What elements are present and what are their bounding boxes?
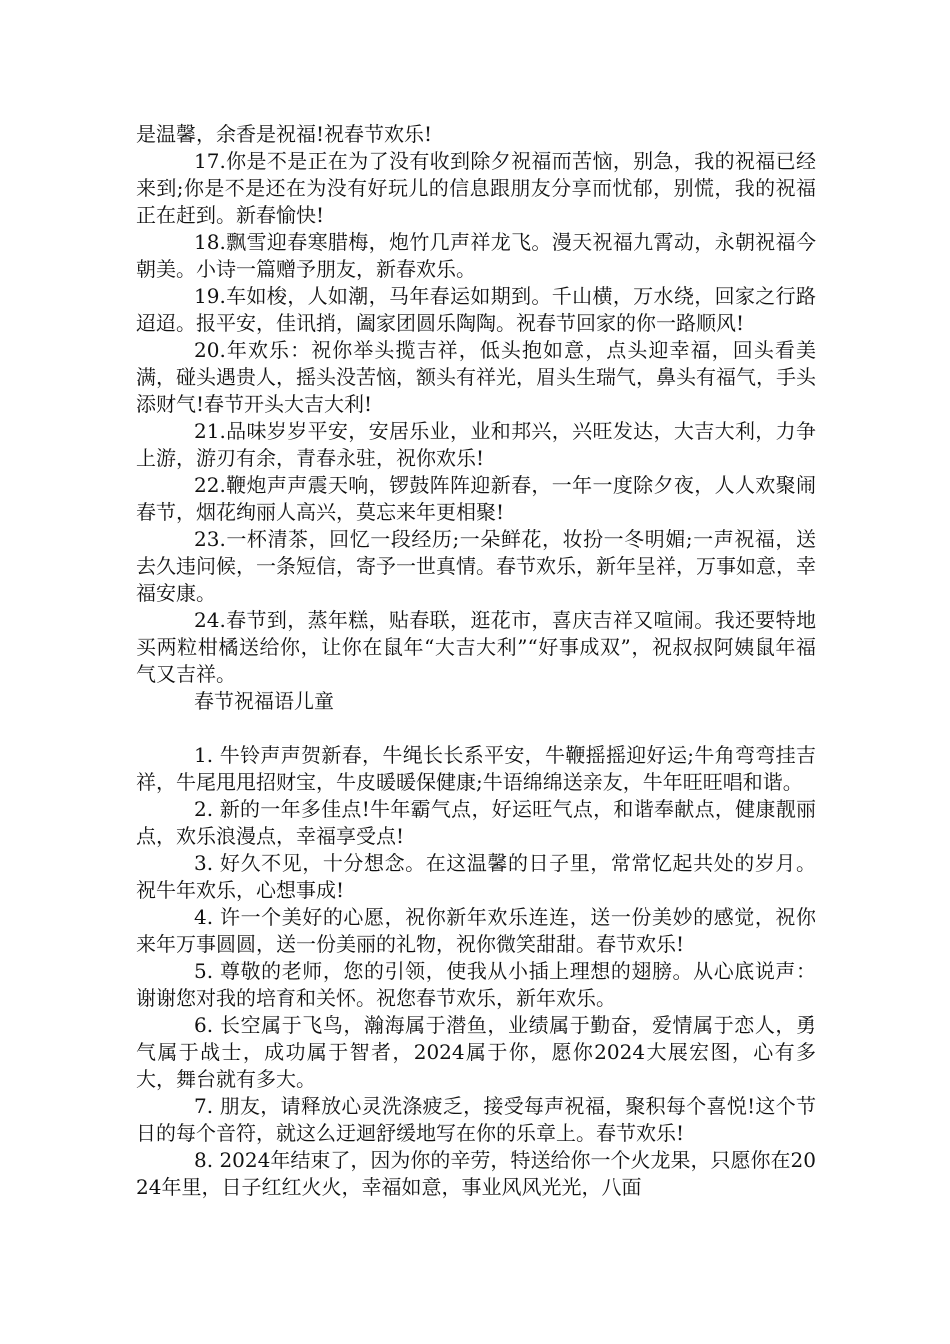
section-heading: 春节祝福语儿童 [194, 689, 334, 713]
paragraph-20: 20.年欢乐：祝你举头揽吉祥，低头抱如意，点头迎幸福，回头看美满，碰头遇贵人，摇头没苦恼，额头有祥光，眉头生瑞气，鼻头有福气，手头添财气!春节开头大吉大利! [136, 338, 816, 416]
paragraph-23: 23.一杯清茶，回忆一段经历;一朵鲜花，妆扮一冬明媚;一声祝福，送去久违问候，一条短信，寄予一世真情。春节欢乐，新年呈祥，万事如意，幸福安康。 [136, 527, 816, 605]
child-greeting-8: 8. 2024年结束了，因为你的辛劳，特送给你一个火龙果，只愿你在2024年里，日子红红火火，幸福如意，事业风风光光，八面 [136, 1148, 816, 1199]
blank-line [136, 715, 816, 742]
paragraph-19: 19.车如梭，人如潮，马年春运如期到。千山横，万水绕，回家之行路迢迢。报平安，佳讯捎，阖家团圆乐陶陶。祝春节回家的你一路顺风! [136, 284, 816, 335]
child-greeting-1: 1. 牛铃声声贺新春，牛绳长长系平安，牛鞭摇摇迎好运;牛角弯弯挂吉祥，牛尾甩甩招财宝，牛皮暖暖保健康;牛语绵绵送亲友，牛年旺旺唱和谐。 [136, 743, 816, 794]
paragraph-continuation: 是温馨，余香是祝福!祝春节欢乐! [136, 122, 433, 146]
paragraph-17: 17.你是不是正在为了没有收到除夕祝福而苦恼，别急，我的祝福已经来到;你是不是还在为没有好玩儿的信息跟朋友分享而忧郁，别慌，我的祝福正在赶到。新春愉快! [136, 149, 816, 227]
paragraph-24: 24.春节到，蒸年糕，贴春联，逛花市，喜庆吉祥又喧闹。我还要特地买两粒柑橘送给你，让你在鼠年“大吉大利”“好事成双”，祝叔叔阿姨鼠年福气又吉祥。 [136, 608, 816, 686]
child-greeting-2: 2. 新的一年多佳点!牛年霸气点，好运旺气点，和谐奉献点，健康靓丽点，欢乐浪漫点，幸福享受点! [136, 797, 816, 848]
child-greeting-3: 3. 好久不见，十分想念。在这温馨的日子里，常常忆起共处的岁月。祝牛年欢乐，心想事成! [136, 851, 816, 902]
child-greeting-7: 7. 朋友，请释放心灵洗涤疲乏，接受每声祝福，聚积每个喜悦!这个节日的每个音符，就这么迂迴舒缓地写在你的乐章上。春节欢乐! [136, 1094, 816, 1145]
child-greeting-4: 4. 许一个美好的心愿，祝你新年欢乐连连，送一份美妙的感觉，祝你来年万事圆圆，送一份美丽的礼物，祝你微笑甜甜。春节欢乐! [136, 905, 816, 956]
document-page [136, 121, 816, 1201]
paragraph-21: 21.品味岁岁平安，安居乐业，业和邦兴，兴旺发达，大吉大利，力争上游，游刃有余，青春永驻，祝你欢乐! [136, 419, 816, 470]
paragraph-22: 22.鞭炮声声震天响，锣鼓阵阵迎新春，一年一度除夕夜，人人欢聚闹春节，烟花绚丽人高兴，莫忘来年更相聚! [136, 473, 816, 524]
child-greeting-5: 5. 尊敬的老师，您的引领，使我从小插上理想的翅膀。从心底说声：谢谢您对我的培育和关怀。祝您春节欢乐，新年欢乐。 [136, 959, 816, 1010]
child-greeting-6: 6. 长空属于飞鸟，瀚海属于潜鱼，业绩属于勤奋，爱情属于恋人，勇气属于战士，成功属于智者，2024属于你，愿你2024大展宏图，心有多大，舞台就有多大。 [136, 1013, 816, 1091]
paragraph-18: 18.飘雪迎春寒腊梅，炮竹几声祥龙飞。漫天祝福九霄动，永朝祝福今朝美。小诗一篇赠予朋友，新春欢乐。 [136, 230, 816, 281]
